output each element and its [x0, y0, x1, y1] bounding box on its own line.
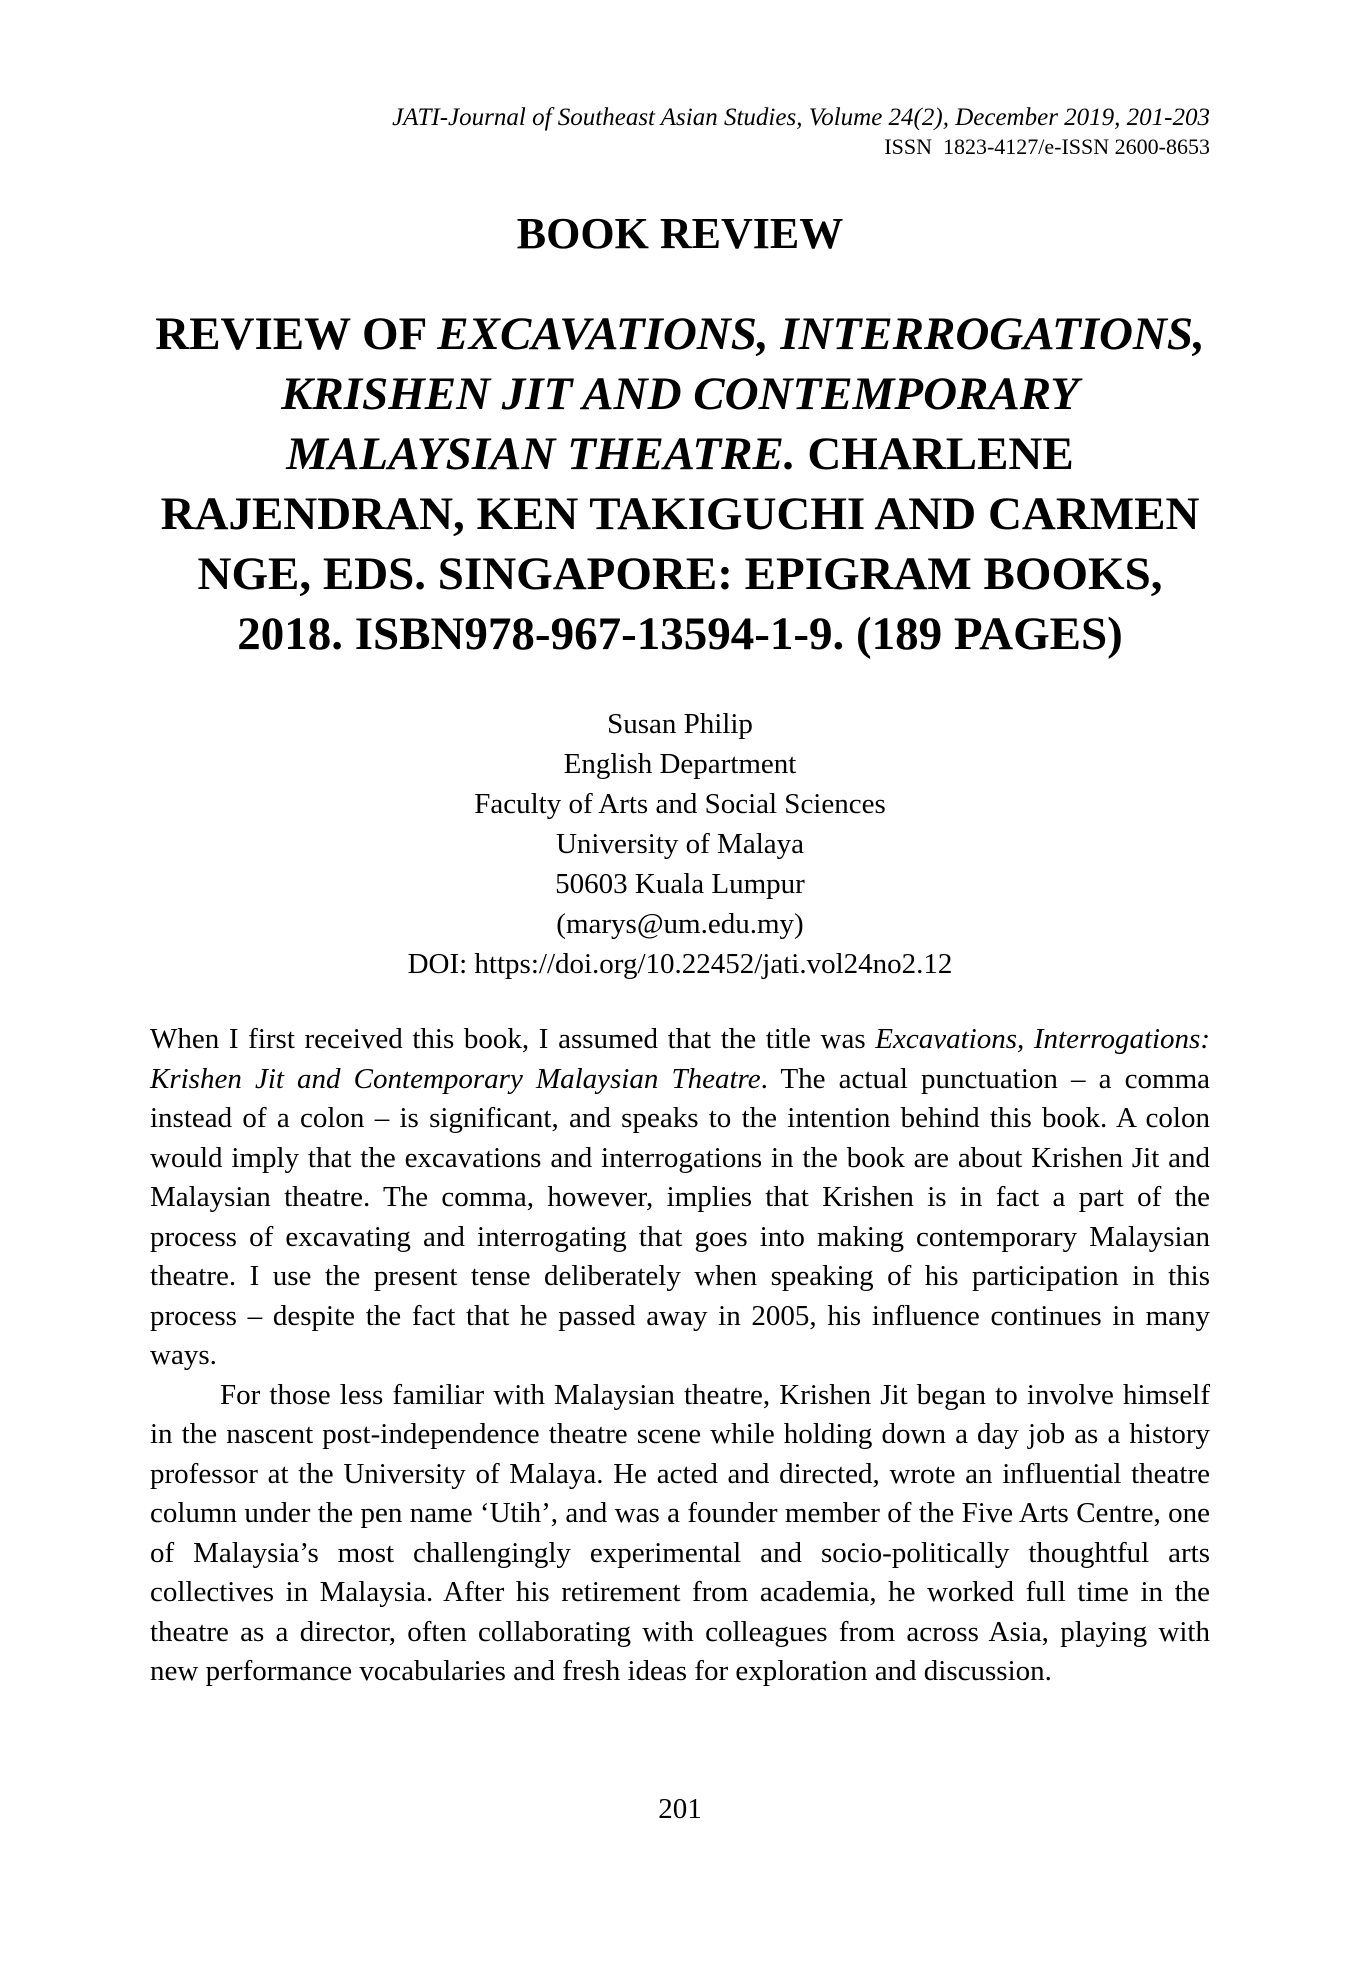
- author-line: (marys@um.edu.my): [556, 908, 804, 940]
- title-line: [150, 304, 1210, 364]
- italic-text-segment: KRISHEN JIT AND CONTEMPORARY: [281, 368, 1079, 420]
- text-segment: NGE, EDS. SINGAPORE: EPIGRAM BOOKS,: [197, 548, 1163, 600]
- author-line: DOI: https://doi.org/10.22452/jati.vol24no2.12: [407, 948, 953, 980]
- article-body: [150, 1020, 1210, 1692]
- text-segment: RAJENDRAN, KEN TAKIGUCHI AND CARMEN: [160, 488, 1200, 540]
- title-line: [150, 364, 1210, 424]
- author-block: [150, 704, 1210, 984]
- page-header: [150, 103, 1210, 160]
- author-line: University of Malaya: [555, 828, 805, 860]
- text-segment: When I first received this book, I assumed that the title was: [150, 1023, 876, 1055]
- paragraph: [150, 1376, 1210, 1692]
- title-line: [150, 484, 1210, 544]
- paragraph: [150, 1020, 1210, 1376]
- italic-text-segment: MALAYSIAN THEATRE.: [286, 428, 796, 480]
- text-segment: CHARLENE: [795, 428, 1074, 480]
- title-line: [150, 544, 1210, 604]
- title-line: [150, 424, 1210, 484]
- text-segment: REVIEW OF: [155, 308, 438, 360]
- italic-text-segment: Excavations, Interrogations: Krishen Jit and Contemporary Malaysian Theatre: [150, 1023, 1211, 1095]
- issn-line: ISSN 1823-4127/e-ISSN 2600-8653: [884, 134, 1210, 159]
- page-number: 201: [658, 1793, 702, 1825]
- author-line: 50603 Kuala Lumpur: [555, 868, 805, 900]
- text-segment: For those less familiar with Malaysian theatre, Krishen Jit began to involve himself in the nascent post-independence theatre scene while holding down a day job as a history professor at the University of Malaya. He acted and directed, wrote an influential theatre column under the pen name ‘Utih’, and was a founder member of the Five Arts Centre, one of Malaysia’s most challengingly experimental and socio-politically thoughtful arts collectives in Malaysia. After his retirement from academia, he worked full time in the theatre as a director, often collaborating with colleagues from across Asia, playing with new performance vocabularies and fresh ideas for exploration and discussion.: [150, 1378, 1210, 1687]
- article-title: [150, 304, 1210, 664]
- text-segment: . The actual punctuation – a comma instead of a colon – is significant, and speaks to the intention behind this book. A colon would imply that the excavations and interrogations in the book are about Krishen Jit and Malaysian theatre. The comma, however, implies that Krishen is in fact a part of the process of excavating and interrogating that goes into making contemporary Malaysian theatre. I use the present tense deliberately when speaking of his participation in this process – despite the fact that he passed away in 2005, his influence continues in many ways.: [150, 1062, 1210, 1371]
- author-line: Faculty of Arts and Social Sciences: [474, 788, 886, 820]
- author-line: English Department: [563, 748, 797, 780]
- author-line: Susan Philip: [607, 708, 753, 740]
- journal-citation: JATI-Journal of Southeast Asian Studies, Volume 24(2), December 2019, 201-203: [392, 104, 1210, 131]
- section-heading: BOOK REVIEW: [516, 209, 844, 258]
- text-segment: 2018. ISBN978-967-13594-1-9. (189 PAGES): [237, 608, 1123, 660]
- title-line: [150, 604, 1210, 664]
- italic-text-segment: EXCAVATIONS, INTERROGATIONS,: [437, 308, 1205, 360]
